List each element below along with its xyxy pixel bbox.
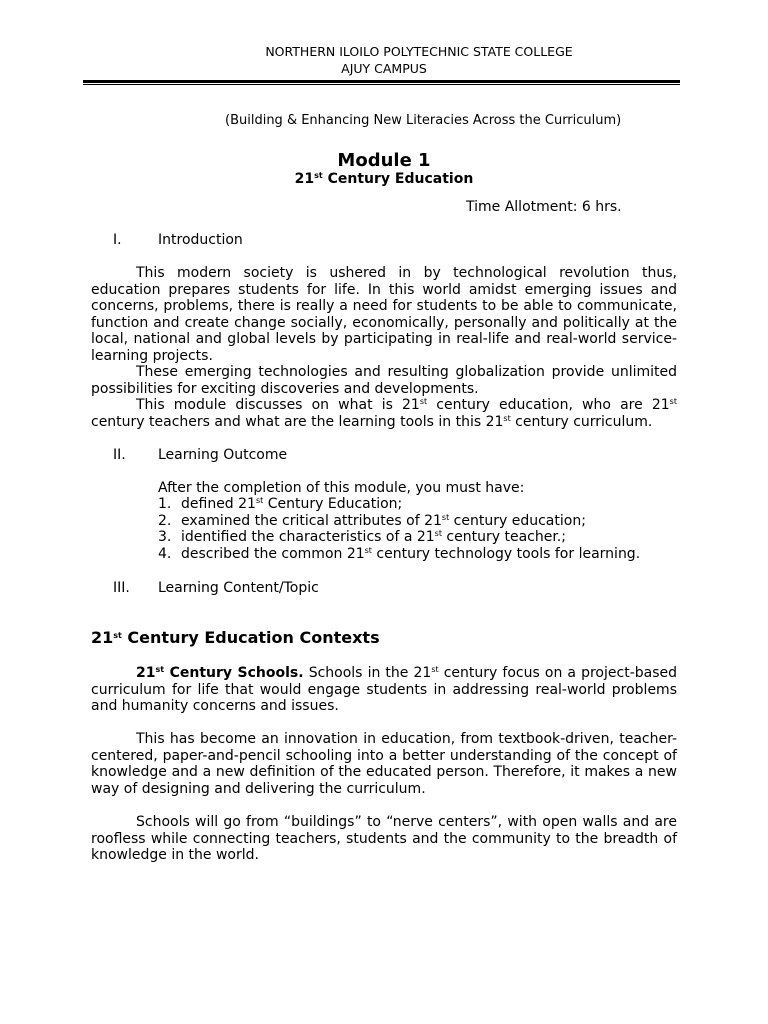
list-text: described the common 21 xyxy=(181,545,365,562)
list-item xyxy=(158,513,640,530)
superscript-st: st xyxy=(364,545,372,555)
section-title-introduction: Introduction xyxy=(158,232,243,248)
list-text: identified the characteristics of a 21 xyxy=(181,529,435,546)
list-text: century education; xyxy=(449,512,586,529)
course-tagline: (Building & Enhancing New Literacies Across the Curriculum) xyxy=(225,113,622,128)
content-p1-part-b: century focus on a project-based curriculum for life that would engage students in addressing real-world problems and humanity concerns and issues. xyxy=(91,665,678,714)
list-item xyxy=(158,546,640,563)
module-subtitle xyxy=(0,171,768,187)
list-text: century teacher.; xyxy=(441,529,566,546)
content-p1-part-a: Schools in the 21 xyxy=(303,665,432,681)
bold-lead-text: Century Schools. xyxy=(164,665,304,681)
list-text: century technology tools for learning. xyxy=(371,545,641,562)
list-item xyxy=(158,496,640,513)
campus-name: AJUY CAMPUS xyxy=(341,61,427,76)
superscript-st: st xyxy=(503,413,511,423)
superscript-st: st xyxy=(255,496,264,505)
intro-p3-part-d: century curriculum. xyxy=(510,413,653,430)
header-rule-thick xyxy=(83,80,680,83)
college-name: NORTHERN ILOILO POLYTECHNIC STATE COLLEGE xyxy=(265,44,573,59)
heading-number: 21 xyxy=(91,628,114,647)
list-number: 2. xyxy=(158,512,172,529)
section-number-3: III. xyxy=(113,580,130,596)
superscript-st: st xyxy=(434,529,442,539)
superscript-st: st xyxy=(113,631,122,640)
outcome-lead: After the completion of this module, you must have: xyxy=(158,480,525,496)
intro-p3-part-c: century teachers and what are the learning tools in this 21 xyxy=(91,413,504,430)
time-allotment: Time Allotment: 6 hrs. xyxy=(466,199,622,215)
subtitle-number: 21 xyxy=(294,171,315,187)
list-item xyxy=(158,529,640,546)
list-number: 4. xyxy=(158,545,172,562)
section-number-2: II. xyxy=(113,447,126,463)
superscript-st: st xyxy=(441,512,450,522)
section-title-learning-outcome: Learning Outcome xyxy=(158,447,288,463)
superscript-st: st xyxy=(669,397,677,406)
intro-p3-part-a: This module discusses on what is 21 xyxy=(136,397,420,413)
list-text: defined 21 xyxy=(181,496,256,512)
subtitle-superscript: st xyxy=(314,171,323,180)
list-text: examined the critical attributes of 21 xyxy=(181,512,442,529)
intro-paragraph-3 xyxy=(91,397,677,430)
list-number: 3. xyxy=(158,529,172,546)
intro-p3-part-b: century education, who are 21 xyxy=(427,397,670,413)
module-title: Module 1 xyxy=(337,150,431,171)
section-number-1: I. xyxy=(113,232,122,248)
section-title-learning-content: Learning Content/Topic xyxy=(158,580,319,596)
content-paragraph-3: Schools will go from “buildings” to “nerve centers”, with open walls and are roofless while connecting teachers, students and the community to the breadth of knowledge in the world. xyxy=(91,814,677,863)
list-text: Century Education; xyxy=(263,496,403,512)
heading-text: Century Education Contexts xyxy=(121,628,380,647)
content-paragraph-1 xyxy=(91,665,677,715)
subtitle-text: Century Education xyxy=(322,171,474,187)
header-rule-thin xyxy=(83,84,680,85)
content-paragraph-2: This has become an innovation in education, from textbook-driven, teacher-centered, paper-and-pencil schooling into a better understanding of the concept of knowledge and a new definition of the educated person. Therefore, it makes a new way of designing and delivering the curriculum. xyxy=(91,731,677,797)
list-number: 1. xyxy=(158,496,172,512)
superscript-st: st xyxy=(419,397,428,406)
content-heading xyxy=(91,628,380,647)
intro-paragraph-2: These emerging technologies and resulting globalization provide unlimited possibilities for exciting discoveries and developments. xyxy=(91,364,677,397)
outcome-list xyxy=(158,496,640,562)
bold-lead-number: 21 xyxy=(136,665,156,681)
intro-paragraph-1: This modern society is ushered in by technological revolution thus, education prepares students for life. In this world amidst emerging issues and concerns, problems, there is really a need for students to be able to communicate, function and create change socially, economically, personally and politically at the local, national and global levels by participating in real-life and real-world service-learning projects. xyxy=(91,265,677,364)
superscript-st: st xyxy=(155,665,165,674)
superscript-st: st xyxy=(431,665,439,674)
